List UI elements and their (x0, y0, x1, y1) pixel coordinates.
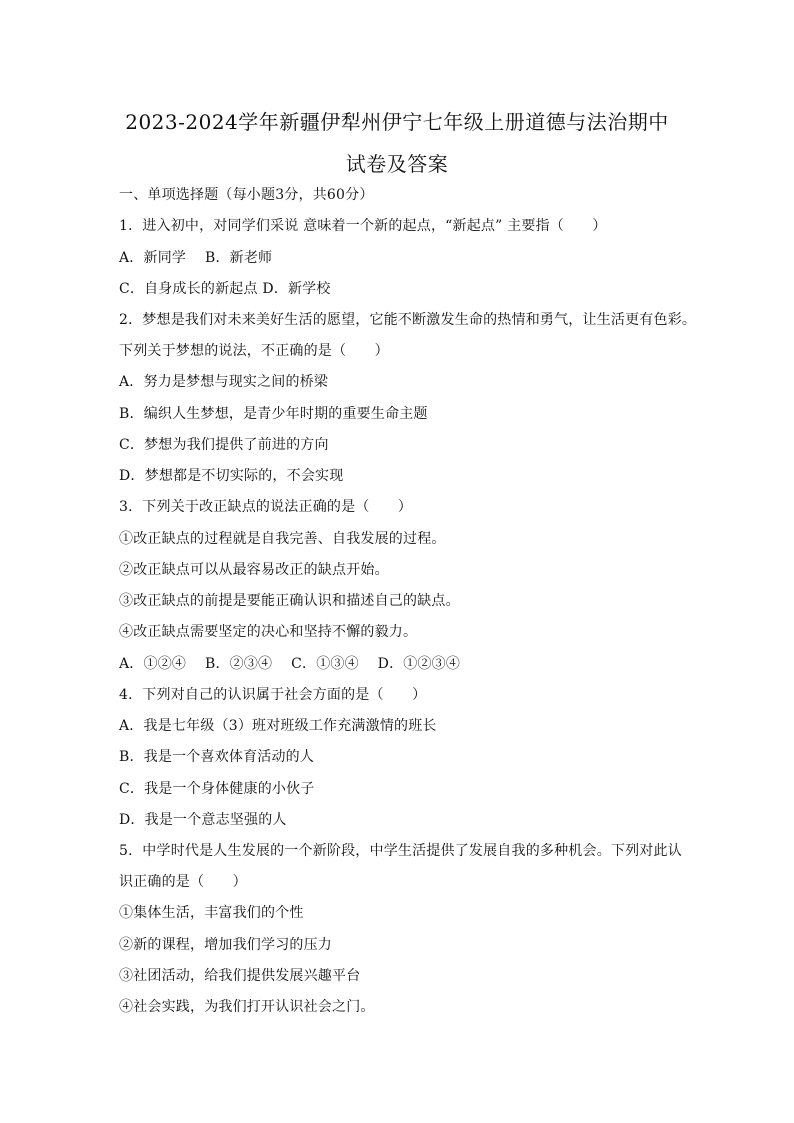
question-3-statement-1: ①改正缺点的过程就是自我完善、自我发展的过程。 (119, 531, 446, 547)
question-4-stem: 4．下列对自己的认识属于社会方面的是（ ） (119, 687, 427, 703)
question-3-stem: 3．下列关于改正缺点的说法正确的是（ ） (119, 499, 413, 515)
question-3-statement-4: ④改正缺点需要坚定的决心和坚持不懈的毅力。 (119, 624, 418, 640)
section-heading: 一、单项选择题（每小题3分，共60分） (119, 187, 374, 203)
question-1-stem: 1．进入初中，对同学们采说 意味着一个新的起点，“新起点” 主要指（ ） (119, 218, 607, 234)
question-2-stem-line-2: 下列关于梦想的说法，不正确的是（ ） (119, 343, 389, 359)
question-4-option-a: A．我是七年级（3）班对班级工作充满激情的班长 (119, 718, 437, 734)
question-5-statement-1: ①集体生活，丰富我们的个性 (119, 905, 304, 921)
question-4-option-d: D．我是一个意志坚强的人 (119, 812, 287, 828)
question-2-option-d: D．梦想都是不切实际的，不会实现 (119, 468, 344, 484)
question-3-statement-2: ②改正缺点可以从最容易改正的缺点开始。 (119, 562, 389, 578)
question-2-option-a: A．努力是梦想与现实之间的桥梁 (119, 374, 329, 390)
question-5-statement-3: ③社团活动，给我们提供发展兴趣平台 (119, 968, 361, 984)
question-4-option-c: C．我是一个身体健康的小伙子 (119, 781, 315, 797)
question-4-option-b: B．我是一个喜欢体育活动的人 (119, 749, 315, 765)
question-3-options: A．①②④ B．②③④ C．①③④ D．①②③④ (119, 656, 461, 672)
question-5-stem-line-1: 5．中学时代是人生发展的一个新阶段，中学生活提供了发展自我的多种机会。下列对此认 (119, 843, 682, 859)
document-title-line-2: 试卷及答案 (345, 152, 449, 176)
question-2-option-b: B．编织人生梦想，是青少年时期的重要生命主题 (119, 406, 428, 422)
question-2-option-c: C．梦想为我们提供了前进的方向 (119, 437, 329, 453)
question-1-option-line-1: A．新同学 B．新老师 (119, 250, 273, 266)
document-title-line-1: 2023-2024学年新疆伊犁州伊宁七年级上册道德与法治期中 (125, 110, 669, 134)
question-5-statement-2: ②新的课程，增加我们学习的压力 (119, 937, 332, 953)
question-5-stem-line-2: 识正确的是（ ） (119, 874, 247, 890)
question-1-option-line-2: C．自身成长的新起点 D．新学校 (119, 281, 331, 297)
question-3-statement-3: ③改正缺点的前提是要能正确认识和描述自己的缺点。 (119, 593, 460, 609)
question-5-statement-4: ④社会实践，为我们打开认识社会之门。 (119, 999, 375, 1015)
question-2-stem-line-1: 2．梦想是我们对未来美好生活的愿望，它能不断激发生命的热情和勇气，让生活更有色彩。 (119, 312, 697, 328)
